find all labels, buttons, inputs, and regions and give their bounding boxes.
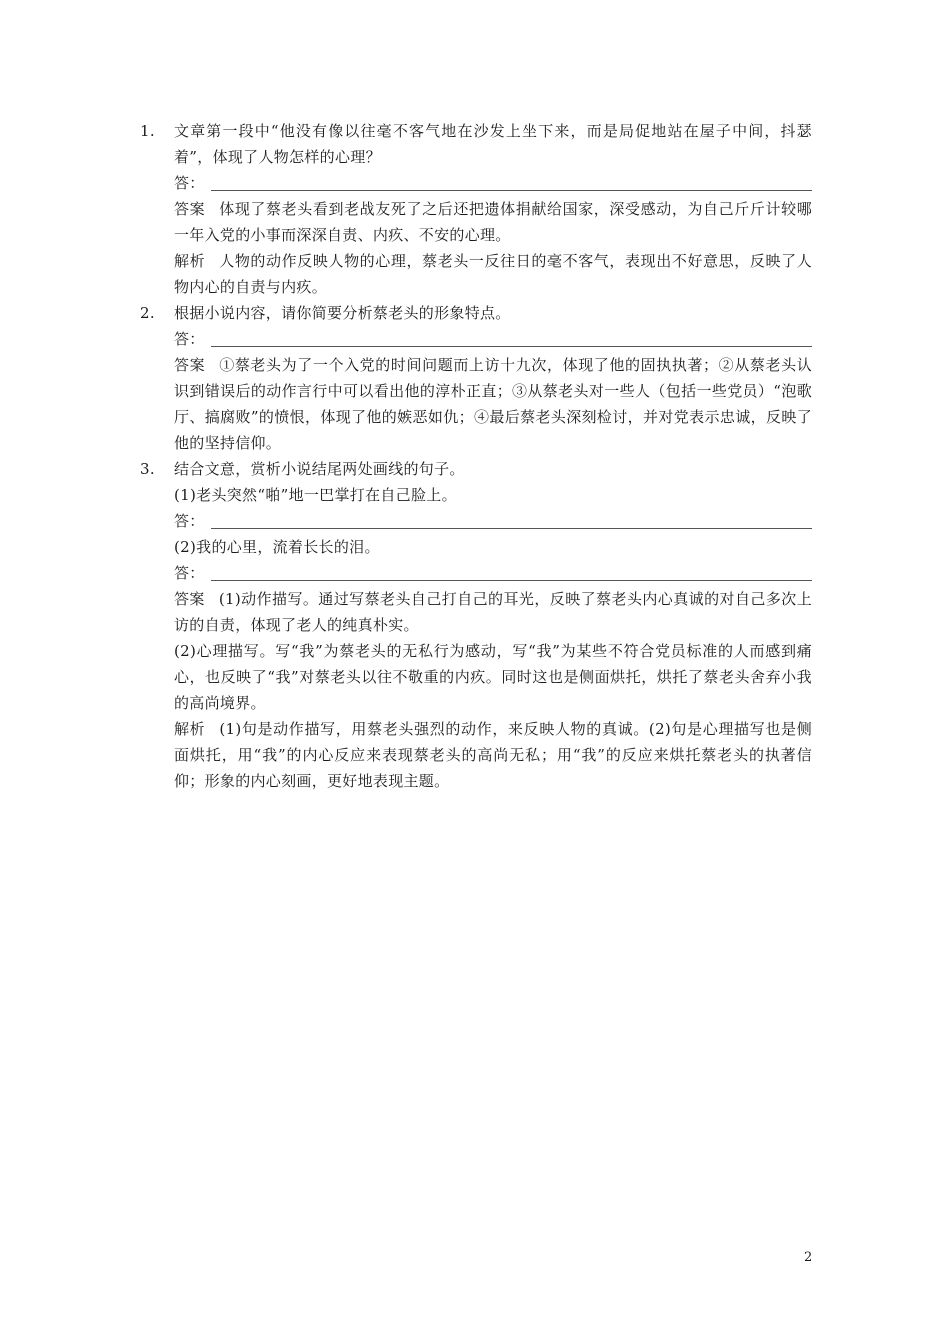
document-body (140, 118, 812, 794)
answer-label: 答： (174, 330, 205, 348)
answer-blank[interactable] (211, 562, 812, 581)
analysis-tag: 解析 (174, 720, 206, 738)
answer-line[interactable] (174, 326, 812, 352)
answer-blank[interactable] (211, 328, 812, 347)
analysis-text: 人物的动作反映人物的心理，蔡老头一反往日的毫不客气，表现出不好意思，反映了人物内心的自责与内疚。 (174, 252, 812, 296)
answer-label: 答： (174, 512, 205, 530)
answer-tag: 答案 (174, 200, 206, 218)
answer-tag: 答案 (174, 590, 205, 608)
question-2 (140, 300, 812, 456)
answer-block (174, 352, 812, 456)
answer-label: 答： (174, 564, 205, 582)
sub-question-1: (1)老头突然“啪”地一巴掌打在自己脸上。 (174, 486, 457, 504)
question-prompt: 文章第一段中“他没有像以往毫不客气地在沙发上坐下来，而是局促地站在屋子中间，抖瑟着”，体现了人物怎样的心理？ (174, 122, 812, 166)
question-number: 3. (140, 460, 155, 478)
answer-text: ①蔡老头为了一个入党的时间问题而上访十九次，体现了他的固执执著；②从蔡老头认识到错误后的动作言行中可以看出他的淳朴正直；③从蔡老头对一些人（包括一些党员）“泡歌厅、搞腐败”的愤恨，体现了他的嫉恶如仇；④最后蔡老头深刻检讨，并对党表示忠诚，反映了他的坚持信仰。 (174, 356, 812, 452)
question-3 (140, 456, 812, 794)
question-number: 1. (140, 122, 155, 140)
answer-line[interactable] (174, 170, 812, 196)
analysis-block (174, 248, 812, 300)
answer-tag: 答案 (174, 356, 206, 374)
question-number: 2. (140, 304, 155, 322)
question-prompt: 根据小说内容，请你简要分析蔡老头的形象特点。 (174, 304, 511, 322)
answer-text: 体现了蔡老头看到老战友死了之后还把遗体捐献给国家，深受感动，为自己斤斤计较哪一年入党的小事而深深自责、内疚、不安的心理。 (174, 200, 812, 244)
analysis-tag: 解析 (174, 252, 206, 270)
answer-block-2: (2)心理描写。写“我”为蔡老头的无私行为感动，写“我”为某些不符合党员标准的人而感到痛心，也反映了“我”对蔡老头以往不敬重的内疚。同时这也是侧面烘托，烘托了蔡老头舍弃小我的高尚境界。 (174, 642, 812, 712)
answer-block (174, 586, 812, 638)
question-prompt: 结合文意，赏析小说结尾两处画线的句子。 (174, 460, 465, 478)
page-number: 2 (804, 1250, 813, 1265)
sub-question-2: (2)我的心里，流着长长的泪。 (174, 538, 380, 556)
answer-blank[interactable] (211, 172, 812, 191)
analysis-text: (1)句是动作描写，用蔡老头强烈的动作，来反映人物的真诚。(2)句是心理描写也是侧面烘托，用“我”的内心反应来表现蔡老头的高尚无私；用“我”的反应来烘托蔡老头的执著信仰；形象的内心刻画，更好地表现主题。 (174, 720, 812, 790)
answer-line[interactable] (174, 508, 812, 534)
answer-line[interactable] (174, 560, 812, 586)
answer-label: 答： (174, 174, 205, 192)
analysis-block (174, 716, 812, 794)
question-1 (140, 118, 812, 300)
answer-text: (1)动作描写。通过写蔡老头自己打自己的耳光，反映了蔡老头内心真诚的对自己多次上访的自责，体现了老人的纯真朴实。 (174, 590, 812, 634)
answer-blank[interactable] (211, 510, 812, 529)
answer-block (174, 196, 812, 248)
